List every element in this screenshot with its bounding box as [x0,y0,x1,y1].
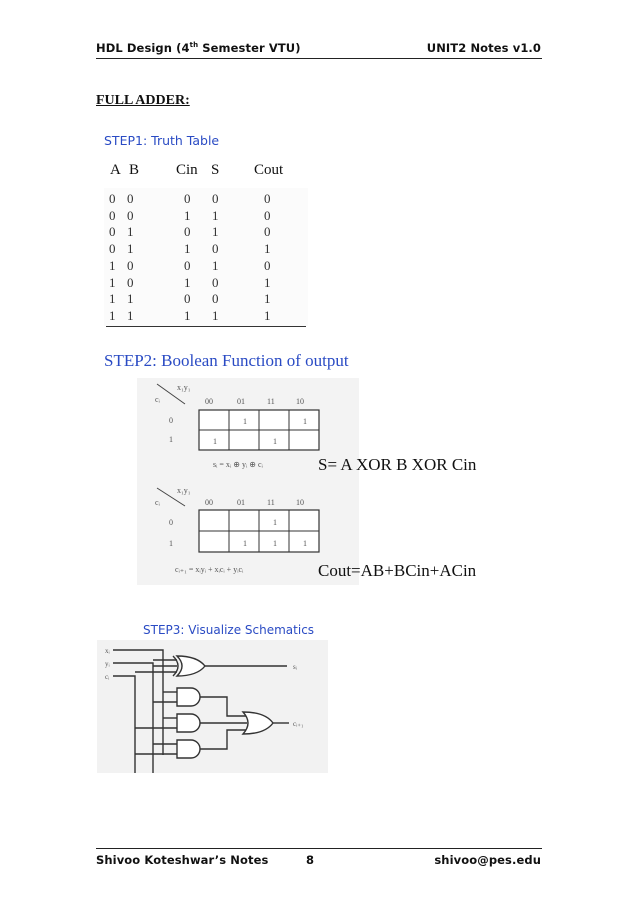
kmap-carry-col-0: 00 [205,498,213,507]
truth-table-cell-cin: 0 [184,224,191,240]
kmap-carry-col-1: 01 [237,498,245,507]
kmap-carry-equation: cᵢ₊₁ = xᵢyᵢ + xᵢcᵢ + yᵢcᵢ [175,565,244,574]
kmap-image [137,378,359,585]
and-gate-1 [177,688,200,706]
schematic-input-y: yᵢ [105,660,110,668]
truth-table-cell-s: 0 [212,274,219,290]
truth-table-header-cin: Cin [176,162,198,178]
truth-table-header-a: A [110,162,121,178]
truth-table-header-b: B [129,162,140,178]
kmap-carry [155,486,319,574]
and-gate-2 [177,714,200,732]
schematic-output-s: sᵢ [293,663,297,671]
kmap-sum-var-top: x₁y₁ [177,383,191,392]
kmap-sum-cell-0-1: 1 [243,417,247,426]
header-title-sup: th [189,41,199,50]
kmap-carry-row-1: 1 [169,539,173,548]
kmap-sum-var-side: cᵢ [155,395,160,404]
truth-table-image [104,188,308,326]
kmap-carry-cell-0-2: 1 [273,518,277,527]
wire-and1-out [200,697,247,716]
kmap-sum-col-0: 00 [205,397,213,406]
kmap-figure [137,378,359,585]
truth-table-cell-b: 0 [127,257,134,273]
truth-table-cell-a: 1 [109,257,116,273]
truth-table-cell-a: 0 [109,207,116,223]
header-left [96,41,301,55]
truth-table-cell-a: 1 [109,291,116,307]
truth-table-cell-cout: 0 [264,207,271,223]
truth-table-cell-s: 0 [212,291,219,307]
kmap-carry-cell-1-2: 1 [273,539,277,548]
truth-table-cell-cout: 1 [264,274,271,290]
kmap-sum-row-0: 0 [169,416,173,425]
header-title-prefix: HDL Design (4 [96,41,190,55]
kmap-sum [155,383,319,469]
wire-y [113,663,153,773]
kmap-carry-cell-1-1: 1 [243,539,247,548]
kmap-sum-col-3: 10 [296,397,304,406]
full-adder-schematic [97,640,328,773]
truth-table-cell-cout: 1 [264,307,271,323]
truth-table-cell-a: 0 [109,191,116,206]
truth-table-cell-cout: 0 [264,224,271,240]
footer-right: shivoo@pes.edu [434,853,541,867]
and-gate-3 [177,740,200,758]
step3-title: STEP3: Visualize Schematics [143,623,315,637]
truth-table-cell-b: 0 [127,274,134,290]
header-right: UNIT2 Notes v1.0 [426,41,541,55]
truth-table-cell-a: 0 [109,241,116,257]
truth-table-cell-s: 1 [212,207,219,223]
truth-table-cell-cin: 0 [184,191,191,206]
schematic-image [97,640,328,773]
kmap-carry-var-side: cᵢ [155,498,160,507]
kmap-carry-col-2: 11 [267,498,275,507]
sum-expression: S= A XOR B XOR Cin [318,455,477,474]
truth-table-cell-cin: 0 [184,257,191,273]
truth-table-cell-a: 1 [109,307,116,323]
truth-table-cell-cout: 1 [264,241,271,257]
schematic-output-carry: cᵢ₊₁ [293,720,304,728]
kmap-sum-equation: sᵢ = xᵢ ⊕ yᵢ ⊕ cᵢ [213,460,263,469]
kmap-sum-col-1: 01 [237,397,245,406]
kmap-carry-var-top: x₁y₁ [177,486,191,495]
truth-table-cell-b: 1 [127,241,134,257]
header-rule [96,58,542,59]
or-gate [243,712,273,734]
truth-table-cell-b: 0 [127,191,134,206]
kmap-carry-row-0: 0 [169,518,173,527]
truth-table-cell-b: 0 [127,207,134,223]
wire-and3-out [200,730,247,749]
section-title: FULL ADDER: [96,93,190,108]
truth-table-cell-a: 0 [109,224,116,240]
xor-gate [177,656,205,676]
kmap-carry-col-3: 10 [296,498,304,507]
truth-table-cell-b: 1 [127,291,134,307]
truth-table-cell-cin: 0 [184,291,191,307]
truth-table-cell-s: 1 [212,307,219,323]
step2-title: STEP2: Boolean Function of output [104,351,349,370]
footer-left: Shivoo Koteshwar’s Notes [96,853,269,867]
kmap-sum-col-2: 11 [267,397,275,406]
truth-table-cell-cin: 1 [184,207,191,223]
truth-table-cell-s: 1 [212,257,219,273]
schematic-input-c: cᵢ [105,673,110,681]
truth-table-cell-cin: 1 [184,307,191,323]
truth-table-cell-a: 1 [109,274,116,290]
truth-table-cell-cin: 1 [184,241,191,257]
truth-table-header-cout: Cout [254,162,284,178]
wire-c [113,676,135,773]
truth-table-cell-cout: 0 [264,257,271,273]
truth-table-cell-cin: 1 [184,274,191,290]
schematic-input-x: xᵢ [105,647,110,655]
kmap-carry-cell-1-3: 1 [303,539,307,548]
truth-table-header-s: S [211,162,220,178]
truth-table-cell-s: 0 [212,191,219,206]
step1-title: STEP1: Truth Table [104,133,220,148]
truth-table-cell-s: 0 [212,241,219,257]
kmap-sum-cell-1-0: 1 [213,437,217,446]
kmap-sum-cell-1-2: 1 [273,437,277,446]
truth-table-bottom-rule [106,326,306,327]
carry-expression: Cout=AB+BCin+ACin [318,561,477,580]
truth-table-cell-b: 1 [127,307,134,323]
kmap-sum-row-1: 1 [169,435,173,444]
truth-table-cell-cout: 0 [264,191,271,206]
truth-table-cell-s: 1 [212,224,219,240]
truth-table-cell-cout: 1 [264,291,271,307]
header-title-suffix: Semester VTU) [198,41,301,55]
footer-page-number: 8 [306,853,315,867]
footer-rule [96,848,542,849]
kmap-sum-cell-0-3: 1 [303,417,307,426]
truth-table-cell-b: 1 [127,224,134,240]
